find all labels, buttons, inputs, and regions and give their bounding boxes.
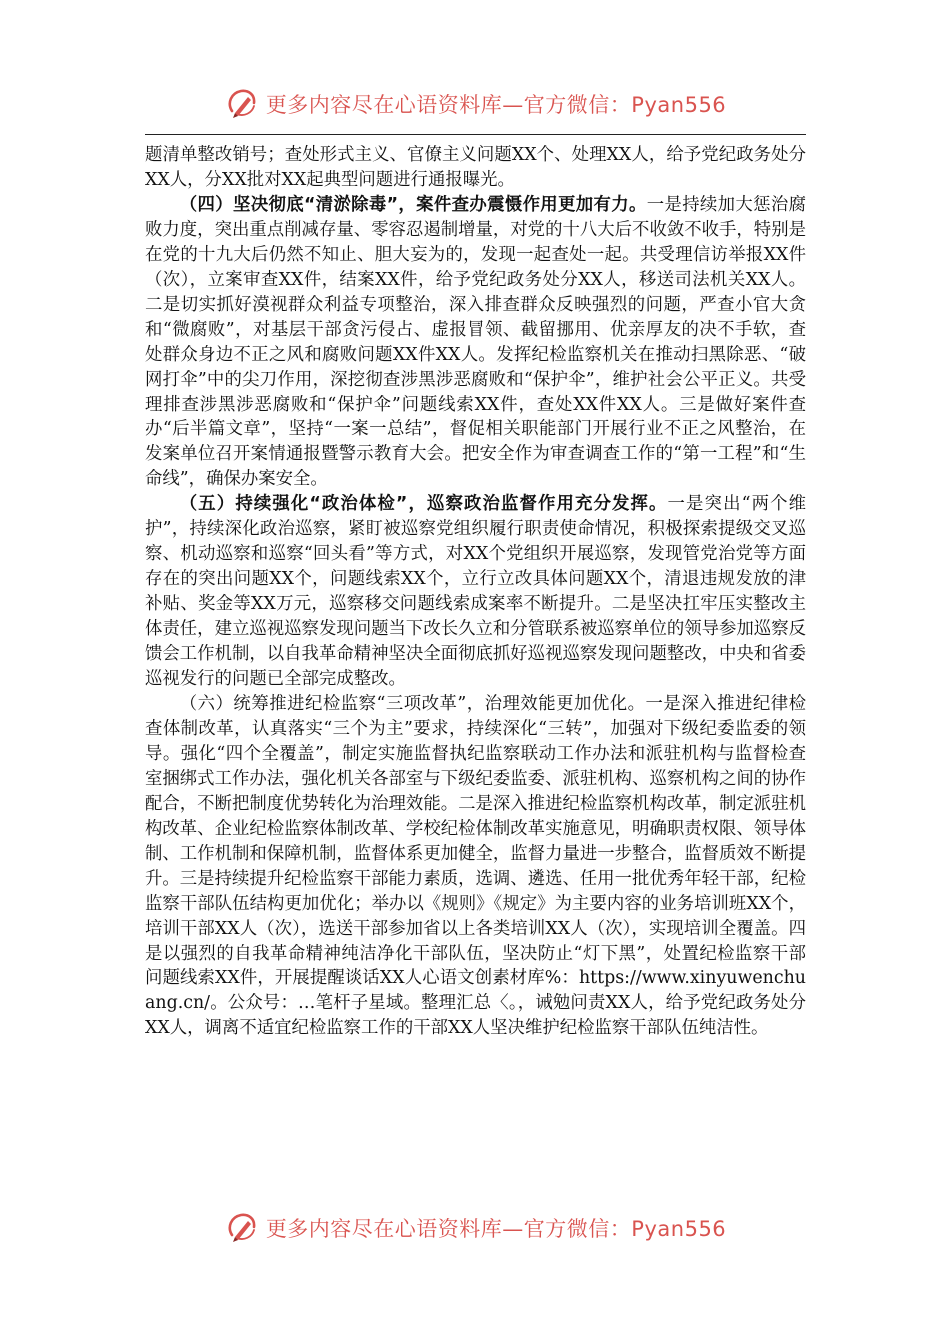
header-banner-text: 更多内容尽在心语资料库—官方微信：Pyan556 (265, 93, 727, 117)
header-banner (0, 84, 950, 124)
footer-banner-text: 更多内容尽在心语资料库—官方微信：Pyan556 (265, 1217, 727, 1241)
section-4-text: 一是持续加大惩治腐败力度，突出重点削减存量、零容忍遏制增量，对党的十八大后不收敛不收手，特别是在党的十九大后仍然不知止、胆大妄为的，发现一起查处一起。共受理信访举报XX件（次），立案审查XX件，结案XX件，给予党纪政务处分XX人，移送司法机关XX人。二是切实抓好漠视群众利益专项整治，深入排查群众反映强烈的问题，严查小官大贪和“微腐败”，对基层干部贪污侵占、虚报冒领、截留挪用、优亲厚友的决不手软，查处群众身边不正之风和腐败问题XX件XX人。发挥纪检监察机关在推动扫黑除恶、“破网打伞”中的尖刀作用，深挖彻查涉黑涉恶腐败和“保护伞”，维护社会公平正义。共受理排查涉黑涉恶腐败和“保护伞”问题线索XX件，查处XX件XX人。三是做好案件查办“后半篇文章”，坚持“一案一总结”，督促相关职能部门开展行业不正之风整治，在发案单位召开案情通报暨警示教育大会。把安全作为审查调查工作的“第一工程”和“生命线”，确保办案安全。 (145, 194, 806, 490)
section-5-heading: （五）持续强化“政治体检”，巡察政治监督作用充分发挥。 (179, 494, 668, 515)
paragraph-continuation: 题清单整改销号；查处形式主义、官僚主义问题XX个、处理XX人，给予党纪政务处分XX人，分XX批对XX起典型问题进行通报曝光。 (145, 145, 806, 190)
pen-circle-icon (224, 86, 260, 122)
paragraph-section-4 (145, 193, 806, 492)
footer-banner (0, 1208, 950, 1248)
paragraph-section-5 (145, 492, 806, 692)
section-4-heading: （四）坚决彻底“清淤除毒”，案件查办震慑作用更加有力。 (179, 194, 647, 215)
document-body (145, 143, 806, 1041)
header-divider (145, 134, 806, 135)
section-5-text: 一是突出“两个维护”，持续深化政治巡察，紧盯被巡察党组织履行职责使命情况，积极探索提级交叉巡察、机动巡察和巡察“回头看”等方式，对XX个党组织开展巡察，发现管党治党等方面存在的突出问题XX个，问题线索XX个，立行立改具体问题XX个，清退违规发放的津补贴、奖金等XX万元，巡察移交问题线索成案率不断提升。二是坚决扛牢压实整改主体责任，建立巡视巡察发现问题当下改长久立和分管联系被巡察单位的领导参加巡察反馈会工作机制，以自我革命精神坚决全面彻底抓好巡视巡察发现问题整改，中央和省委巡视发行的问题已全部完成整改。 (145, 494, 806, 690)
paragraph-section-6: （六）统筹推进纪检监察“三项改革”，治理效能更加优化。一是深入推进纪律检查体制改革，认真落实“三个为主”要求，持续深化“三转”，加强对下级纪委监委的领导。强化“四个全覆盖”，制定实施监督执纪监察联动工作办法和派驻机构与监督检查室捆绑式工作办法，强化机关各部室与下级纪委监委、派驻机构、巡察机构之间的协作配合，不断把制度优势转化为治理效能。二是深入推进纪检监察机构改革，制定派驻机构改革、企业纪检监察体制改革、学校纪检体制改革实施意见，明确职责权限、领导体制、工作机制和保障机制，监督体系更加健全，监督力量进一步整合，监督质效不断提升。三是持续提升纪检监察干部能力素质，选调、遴选、任用一批优秀年轻干部，纪检监察干部队伍结构更加优化；举办以《规则》《规定》为主要内容的业务培训班XX个，培训干部XX人（次），选送干部参加省以上各类培训XX人（次），实现培训全覆盖。四是以强烈的自我革命精神纯洁净化干部队伍，坚决防止“灯下黑”，处置纪检监察干部问题线索XX件，开展提醒谈话XX人心语文创素材库%：https://www.xinyuwenchuang.cn/。公众号：…笔杆子星域。整理汇总〈。，诫勉问责XX人，给予党纪政务处分XX人，调离不适宜纪检监察工作的干部XX人坚决维护纪检监察干部队伍纯洁性。 (145, 693, 806, 1039)
pen-circle-icon (224, 1210, 260, 1246)
